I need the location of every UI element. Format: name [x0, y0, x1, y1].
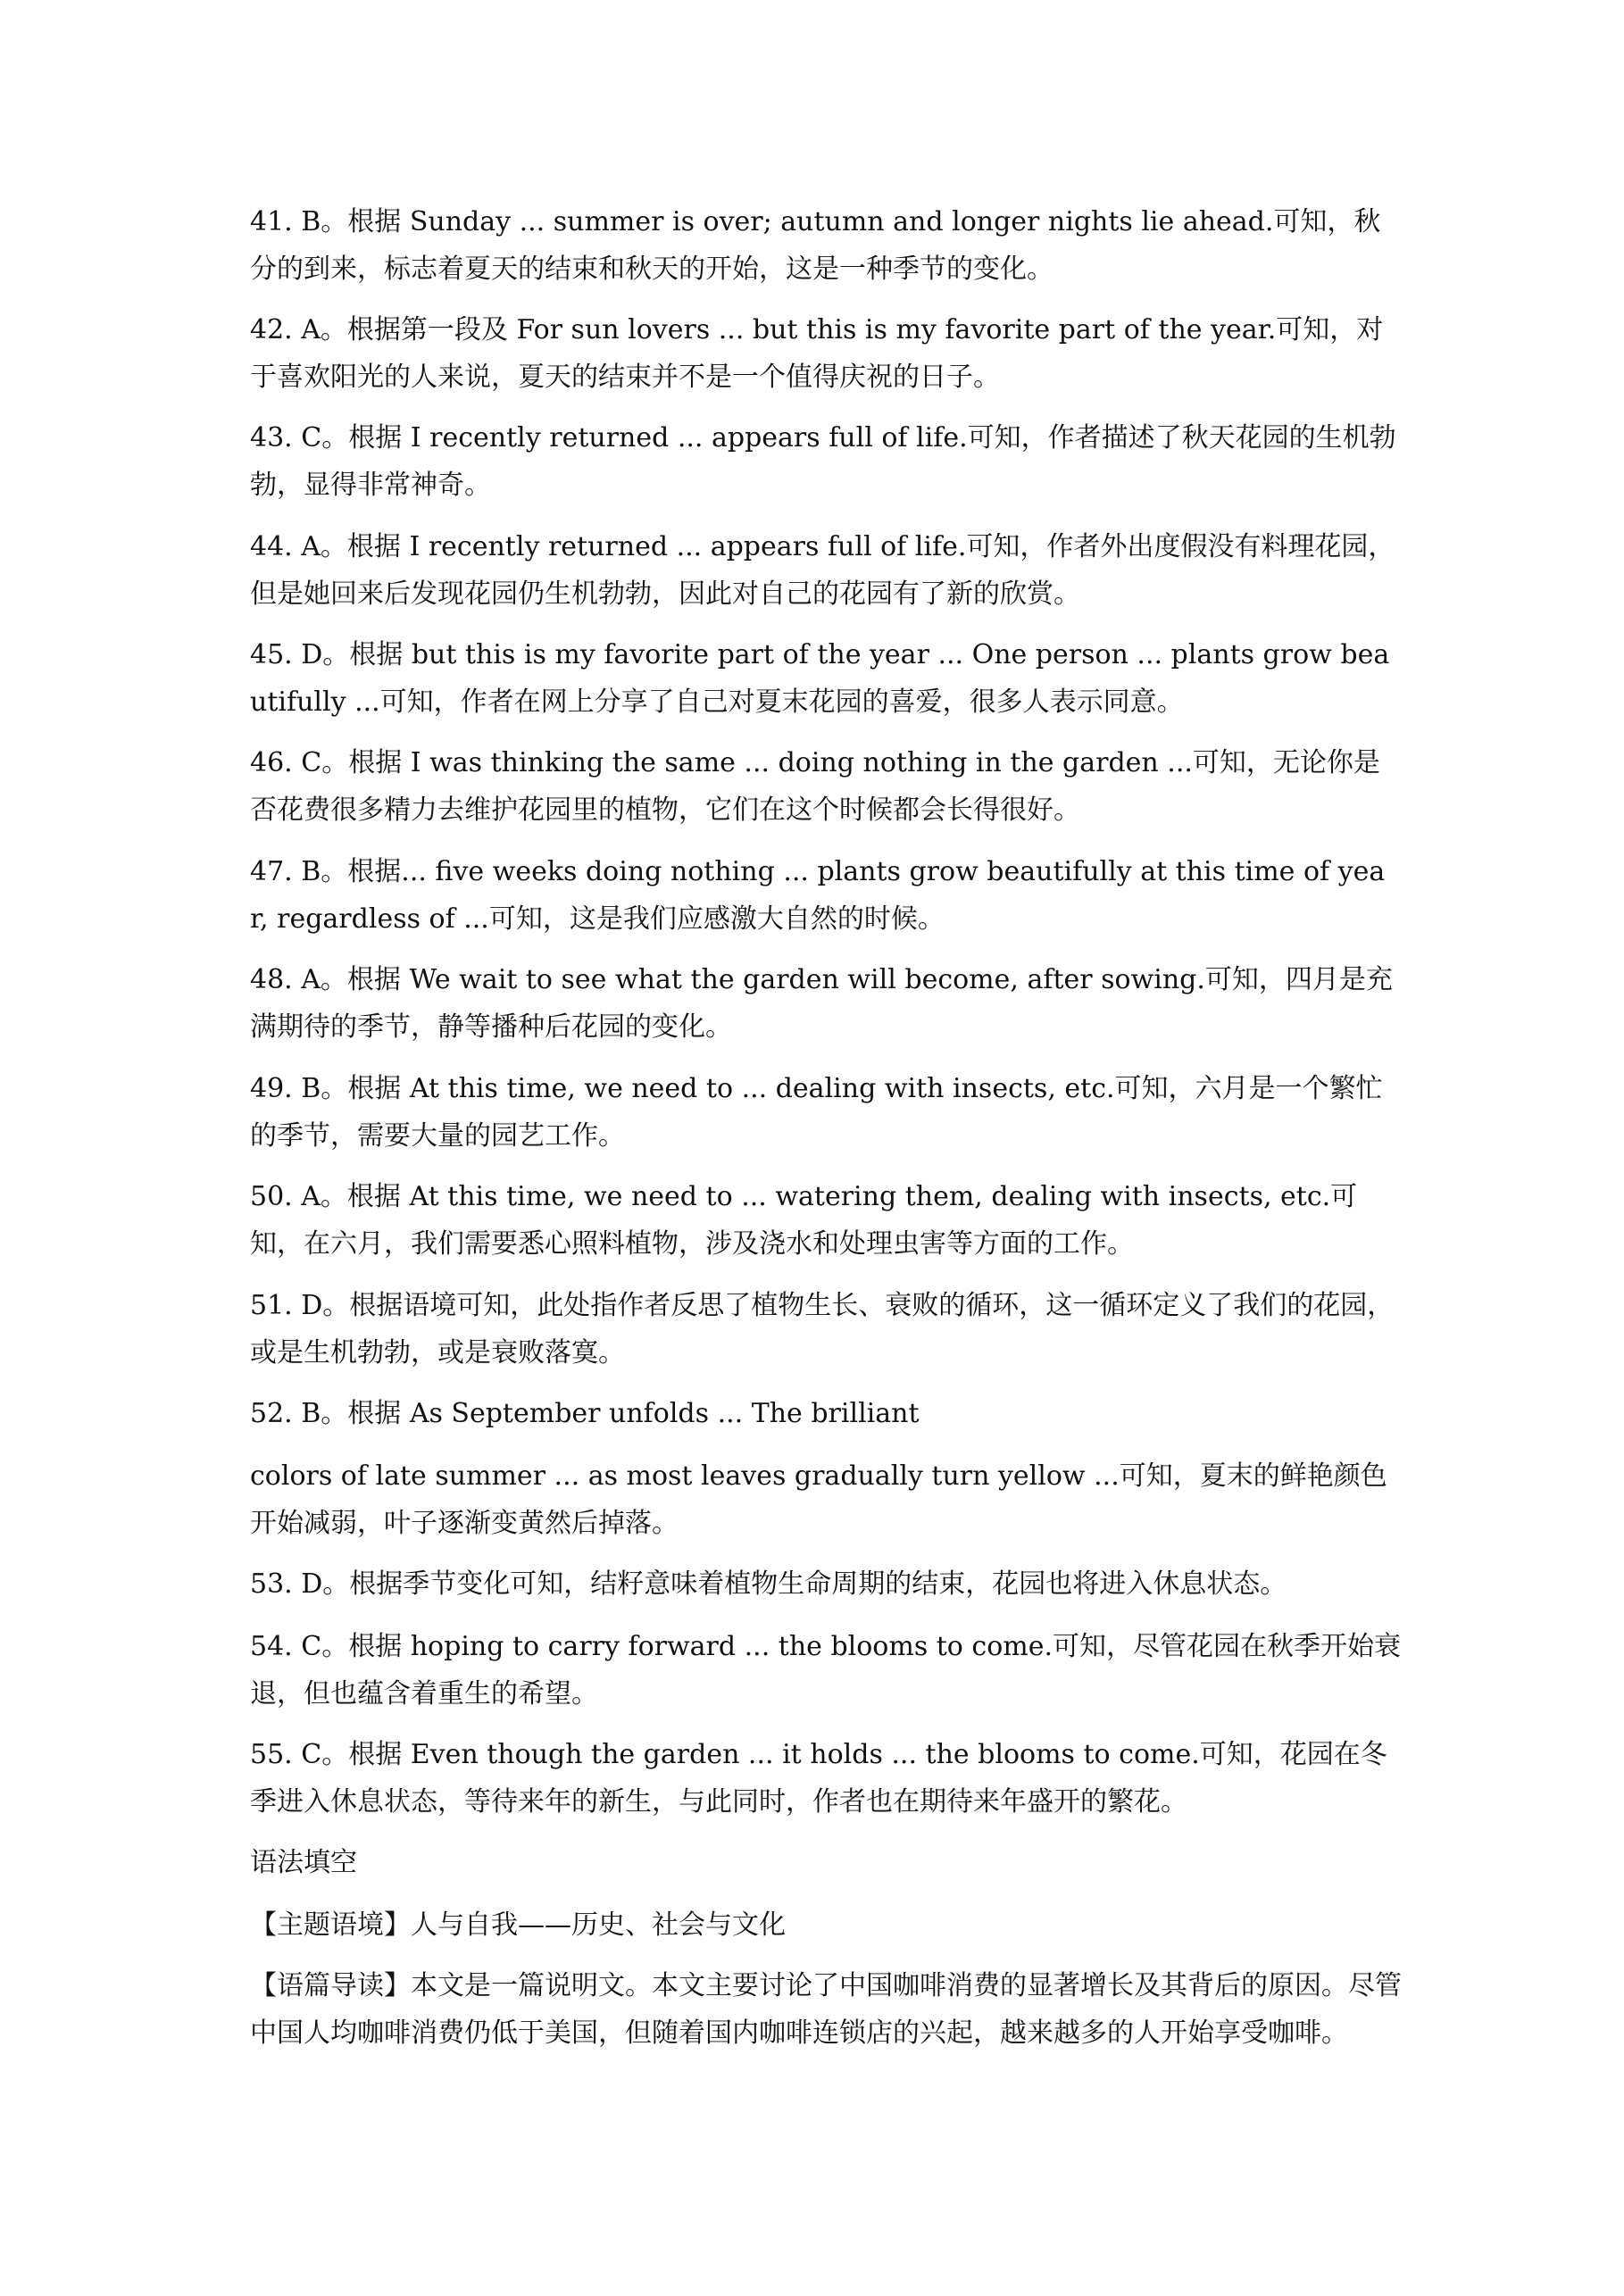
answer-52-continued: colors of late summer ... as most leaves gradually turn yellow ...可知，夏末的鲜艳颜色开始减弱，叶子逐渐变黄然后掉落。: [250, 1460, 1387, 1539]
answer-47: 47. B。根据... five weeks doing nothing ... plants grow beautifully at this time of year, regardless of ...可知，这是我们应感激大自然的时候。: [250, 856, 1386, 935]
answer-45: 45. D。根据 but this is my favorite part of the year ... One person ... plants grow beautifully ...可知，作者在网上分享了自己对夏末花园的喜爱，很多人表示同意。: [250, 639, 1390, 718]
answer-55: 55. C。根据 Even though the garden ... it holds ... the blooms to come.可知，花园在冬季进入休息状态，等待来年的新生，与此同时，作者也在期待来年盛开的繁花。: [250, 1739, 1387, 1818]
answer-53: 53. D。根据季节变化可知，结籽意味着植物生命周期的结束，花园也将进入休息状态。: [250, 1568, 1287, 1600]
answer-41: 41. B。根据 Sunday ... summer is over; autumn and longer nights lie ahead.可知，秋分的到来，标志着夏天的结束和秋天的开始，这是一种季节的变化。: [250, 206, 1381, 285]
passage-guide: 【语篇导读】本文是一篇说明文。本文主要讨论了中国咖啡消费的显著增长及其背后的原因。尽管中国人均咖啡消费仍低于美国，但随着国内咖啡连锁店的兴起，越来越多的人开始享受咖啡。: [250, 1970, 1402, 2049]
theme-context: 【主题语境】人与自我——历史、社会与文化: [250, 1909, 786, 1941]
grammar-heading: 语法填空: [250, 1847, 357, 1878]
answer-54: 54. C。根据 hoping to carry forward ... the blooms to come.可知，尽管花园在秋季开始衰退，但也蕴含着重生的希望。: [250, 1631, 1402, 1710]
answer-44: 44. A。根据 I recently returned ... appears full of life.可知，作者外出度假没有料理花园，但是她回来后发现花园仍生机勃勃，因此对自己的花园有了新的欣赏。: [250, 531, 1395, 610]
answer-50: 50. A。根据 At this time, we need to ... watering them, dealing with insects, etc.可知，在六月，我们需要悉心照料植物，涉及浇水和处理虫害等方面的工作。: [250, 1181, 1358, 1260]
answer-49: 49. B。根据 At this time, we need to ... dealing with insects, etc.可知，六月是一个繁忙的季节，需要大量的园艺工作。: [250, 1073, 1383, 1152]
answer-43: 43. C。根据 I recently returned ... appears full of life.可知，作者描述了秋天花园的生机勃勃，显得非常神奇。: [250, 422, 1396, 501]
answer-52: 52. B。根据 As September unfolds ... The brilliant: [250, 1398, 920, 1429]
answer-42: 42. A。根据第一段及 For sun lovers ... but this is my favorite part of the year.可知，对于喜欢阳光的人来说，夏天的结束并不是一个值得庆祝的日子。: [250, 314, 1384, 393]
answer-46: 46. C。根据 I was thinking the same ... doing nothing in the garden ...可知，无论你是否花费很多精力去维护花园里的植物，它们在这个时候都会长得很好。: [250, 747, 1380, 826]
answer-48: 48. A。根据 We wait to see what the garden will become, after sowing.可知，四月是充满期待的季节，静等播种后花园的变化。: [250, 964, 1393, 1043]
answer-51: 51. D。根据语境可知，此处指作者反思了植物生长、衰败的循环，这一循环定义了我们的花园，或是生机勃勃，或是衰败落寞。: [250, 1290, 1395, 1368]
